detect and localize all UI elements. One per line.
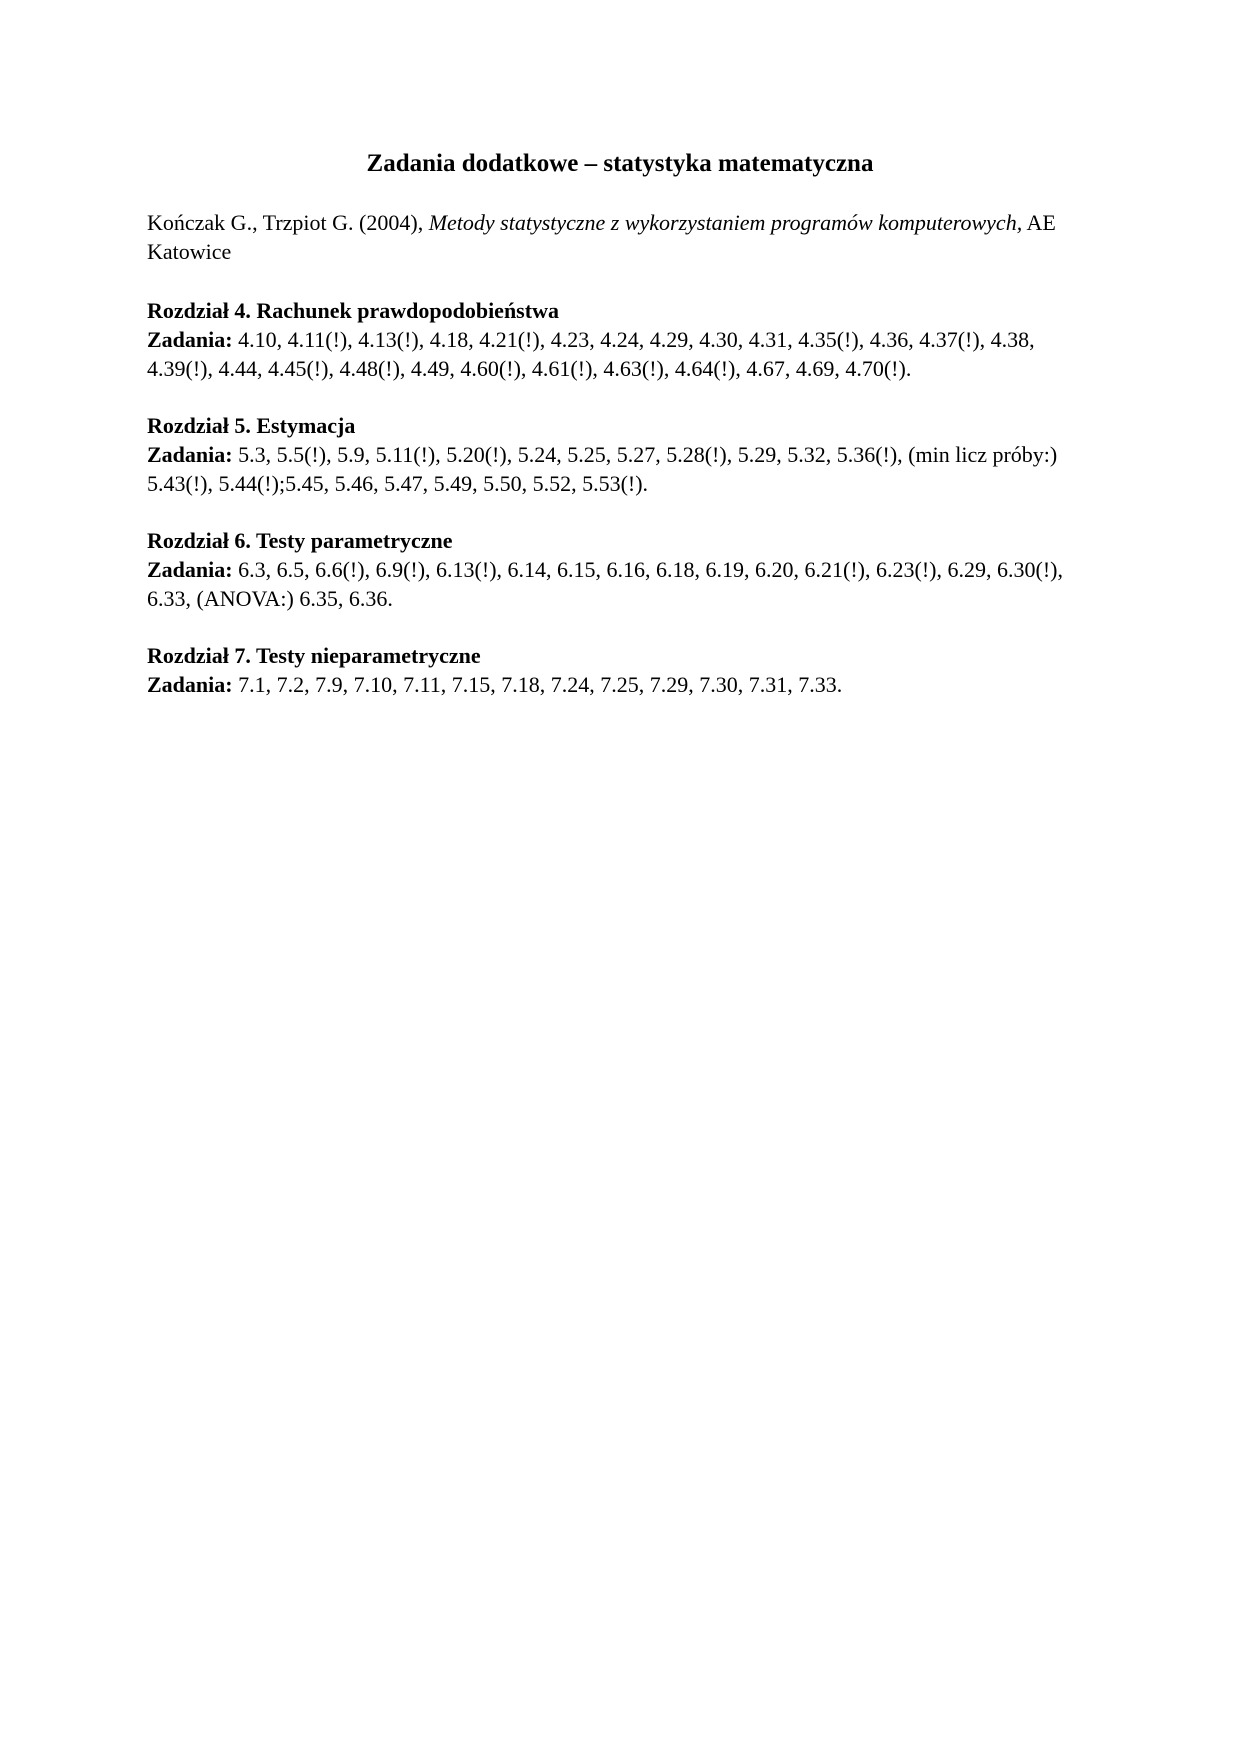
document-body (147, 208, 1077, 727)
section-chapter-4 (147, 296, 1077, 383)
section-chapter-5 (147, 411, 1077, 498)
section-heading: Rozdział 4. Rachunek prawdopodobieństwa (147, 298, 559, 323)
section-chapter-7 (147, 641, 1077, 699)
section-task-list (147, 555, 1077, 613)
tasks-label: Zadania: (147, 557, 233, 582)
section-heading: Rozdział 7. Testy nieparametryczne (147, 643, 481, 668)
tasks-label: Zadania: (147, 327, 233, 352)
tasks-values: 6.3, 6.5, 6.6(!), 6.9(!), 6.13(!), 6.14, 6.15, 6.16, 6.18, 6.19, 6.20, 6.21(!), 6.23(!), 6.29, 6.30(!), 6.33, (ANOVA:) 6.35, 6.36. (147, 557, 1063, 611)
reference-book-title: Metody statystyczne z wykorzystaniem programów komputerowych, (428, 210, 1023, 235)
section-chapter-6 (147, 526, 1077, 613)
section-heading: Rozdział 5. Estymacja (147, 413, 356, 438)
section-task-list (147, 440, 1077, 498)
reference-authors-year: Kończak G., Trzpiot G. (2004), (147, 210, 424, 235)
tasks-values: 4.10, 4.11(!), 4.13(!), 4.18, 4.21(!), 4.23, 4.24, 4.29, 4.30, 4.31, 4.35(!), 4.36, 4.37(!), 4.38, 4.39(!), 4.44, 4.45(!), 4.48(!), 4.49, 4.60(!), 4.61(!), 4.63(!), 4.64(!), 4.67, 4.69, 4.70(!). (147, 327, 1035, 381)
document-title: Zadania dodatkowe – statystyka matematyczna (366, 150, 874, 177)
tasks-label: Zadania: (147, 672, 233, 697)
bibliography-reference (147, 208, 1077, 266)
tasks-values: 5.3, 5.5(!), 5.9, 5.11(!), 5.20(!), 5.24, 5.25, 5.27, 5.28(!), 5.29, 5.32, 5.36(!), (min licz próby:) 5.43(!), 5.44(!);5.45, 5.46, 5.47, 5.49, 5.50, 5.52, 5.53(!). (147, 442, 1058, 496)
section-task-list (147, 670, 1077, 699)
tasks-values: 7.1, 7.2, 7.9, 7.10, 7.11, 7.15, 7.18, 7.24, 7.25, 7.29, 7.30, 7.31, 7.33. (238, 672, 843, 697)
tasks-label: Zadania: (147, 442, 233, 467)
section-heading: Rozdział 6. Testy parametryczne (147, 528, 453, 553)
section-task-list (147, 325, 1077, 383)
reference-publisher: AE Katowice (147, 210, 1056, 264)
